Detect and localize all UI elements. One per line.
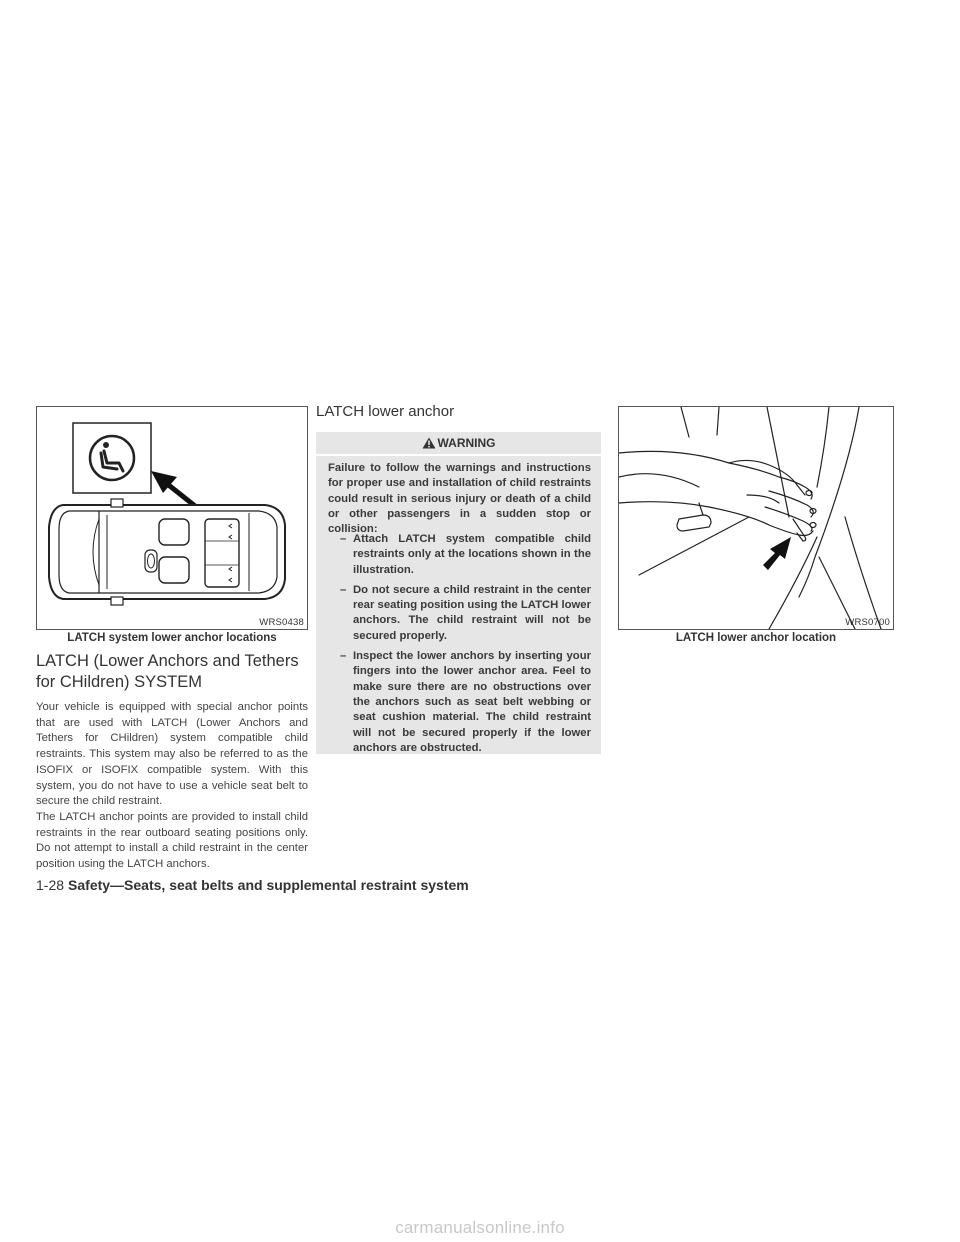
warning-item [328,532,591,578]
dash: – [340,650,347,663]
hand-anchor-illustration [619,407,893,629]
warning-box [316,432,601,754]
subsection-heading-lead: LATCH [316,403,365,420]
figure-code: WRS0700 [845,617,890,628]
subsection-heading-rest: lower anchor [364,403,455,420]
dash: – [340,533,347,545]
warning-divider [316,454,601,456]
figure-latch-locations [36,406,308,630]
warning-title-text: WARNING [437,436,496,450]
subsection-heading [316,403,454,420]
dash: – [340,583,347,596]
figure-caption: LATCH lower anchor location [675,632,837,644]
warning-item [328,583,591,644]
warning-list [328,532,591,761]
watermark: carmanualsonline.info [395,1218,565,1237]
warning-item-text: Do not secure a child restraint in the center rear seating position using the LATCH lower anchors. The child restraint will not be secured properly. [353,583,591,642]
page-number: 1-28 [36,877,65,893]
warning-intro: Failure to follow the warnings and instructions for proper use and installation of child restraints could result in serious injury or death of a child or other passengers in a sudden stop or collision: [328,462,591,536]
body-paragraph: The LATCH anchor points are provided to install child restraints in the rear outboard seating positions only. Do not attempt to install a child restraint in the center position using the LATCH anchors. [36,811,308,871]
warning-title [316,436,601,450]
warning-item-text: Inspect the lower anchors by inserting your fingers into the lower anchor area. Feel to make sure there are no obstructions over the anchors such as seat belt webbing or seat cushion material. The child restraint will not be secured properly if the lower anchors are obstructed. [353,650,591,754]
figure-caption: LATCH system lower anchor locations [67,632,277,644]
figure-lower-anchor [618,406,894,630]
body-paragraph: Your vehicle is equipped with special anchor points that are used with LATCH (Lower Anchors and Tethers for CHildren) system compatible child restraints. This system may also be referred to as the ISOFIX or ISOFIX compatible system. With this system, you do not have to use a vehicle seat belt to secure the child restraint. [36,701,308,808]
warning-item [328,649,591,756]
warning-triangle-icon [422,437,436,449]
figure-code: WRS0438 [259,617,304,628]
chapter-title: Safety—Seats, seat belts and supplemental restraint system [68,877,469,893]
warning-item-text: Attach LATCH system compatible child restraints only at the locations shown in the illustration. [353,533,591,576]
section-heading: LATCH (Lower Anchors and Tethers for CHildren) SYSTEM [36,652,299,691]
vehicle-top-view-illustration [37,407,307,629]
page-footer [36,877,469,893]
